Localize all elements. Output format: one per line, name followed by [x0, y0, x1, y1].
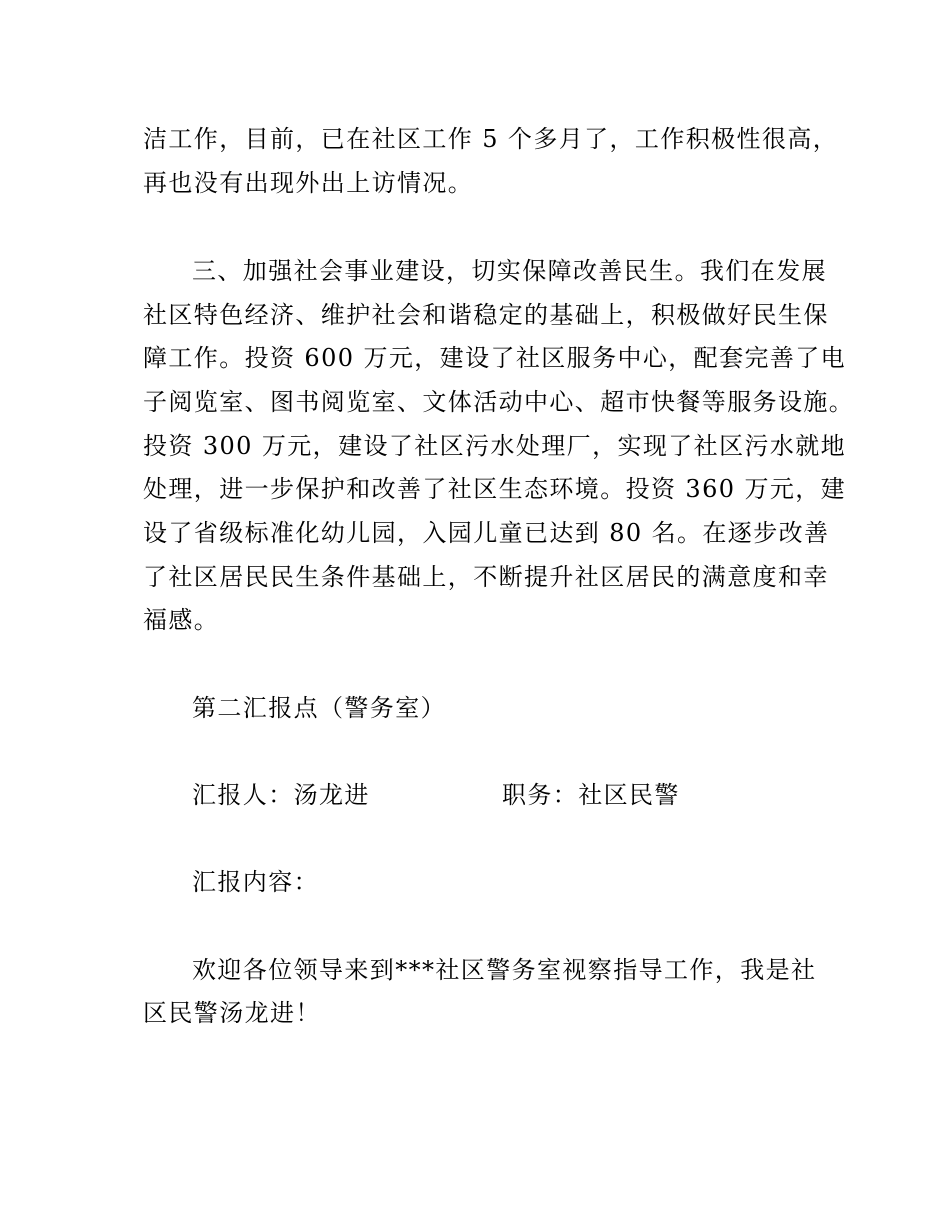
position-label: 职务：社区民警	[502, 781, 680, 809]
welcome-line-1: 欢迎各位领导来到***社区警务室视察指导工作，我是社	[192, 956, 817, 984]
section3-line-9: 福感。	[143, 606, 220, 634]
reporter-label: 汇报人：汤龙进	[192, 781, 370, 809]
section3-line-4: 子阅览室、图书阅览室、文体活动中心、超市快餐等服务设施。	[143, 388, 855, 416]
section3-line-6: 处理，进一步保护和改善了社区生态环境。投资 360 万元，建	[143, 475, 847, 503]
section3-line-2: 社区特色经济、维护社会和谐稳定的基础上，积极做好民生保	[143, 301, 829, 329]
section3-line-5: 投资 300 万元，建设了社区污水处理厂，实现了社区污水就地	[143, 432, 847, 460]
paragraph-continuation-line-1: 洁工作，目前，已在社区工作 5 个多月了，工作积极性很高，	[143, 125, 839, 153]
welcome-line-2: 区民警汤龙进！	[143, 999, 321, 1027]
section3-line-3: 障工作。投资 600 万元，建设了社区服务中心，配套完善了电	[143, 344, 847, 372]
section3-line-8: 了社区居民民生条件基础上，不断提升社区居民的满意度和幸	[143, 563, 829, 591]
report-content-label: 汇报内容：	[192, 868, 319, 896]
section3-line-1: 三、加强社会事业建设，切实保障改善民生。我们在发展	[192, 257, 827, 285]
report-point-title: 第二汇报点（警务室）	[192, 694, 446, 722]
section3-line-7: 设了省级标准化幼儿园，入园儿童已达到 80 名。在逐步改善	[143, 519, 830, 547]
paragraph-continuation-line-2: 再也没有出现外出上访情况。	[143, 169, 474, 197]
